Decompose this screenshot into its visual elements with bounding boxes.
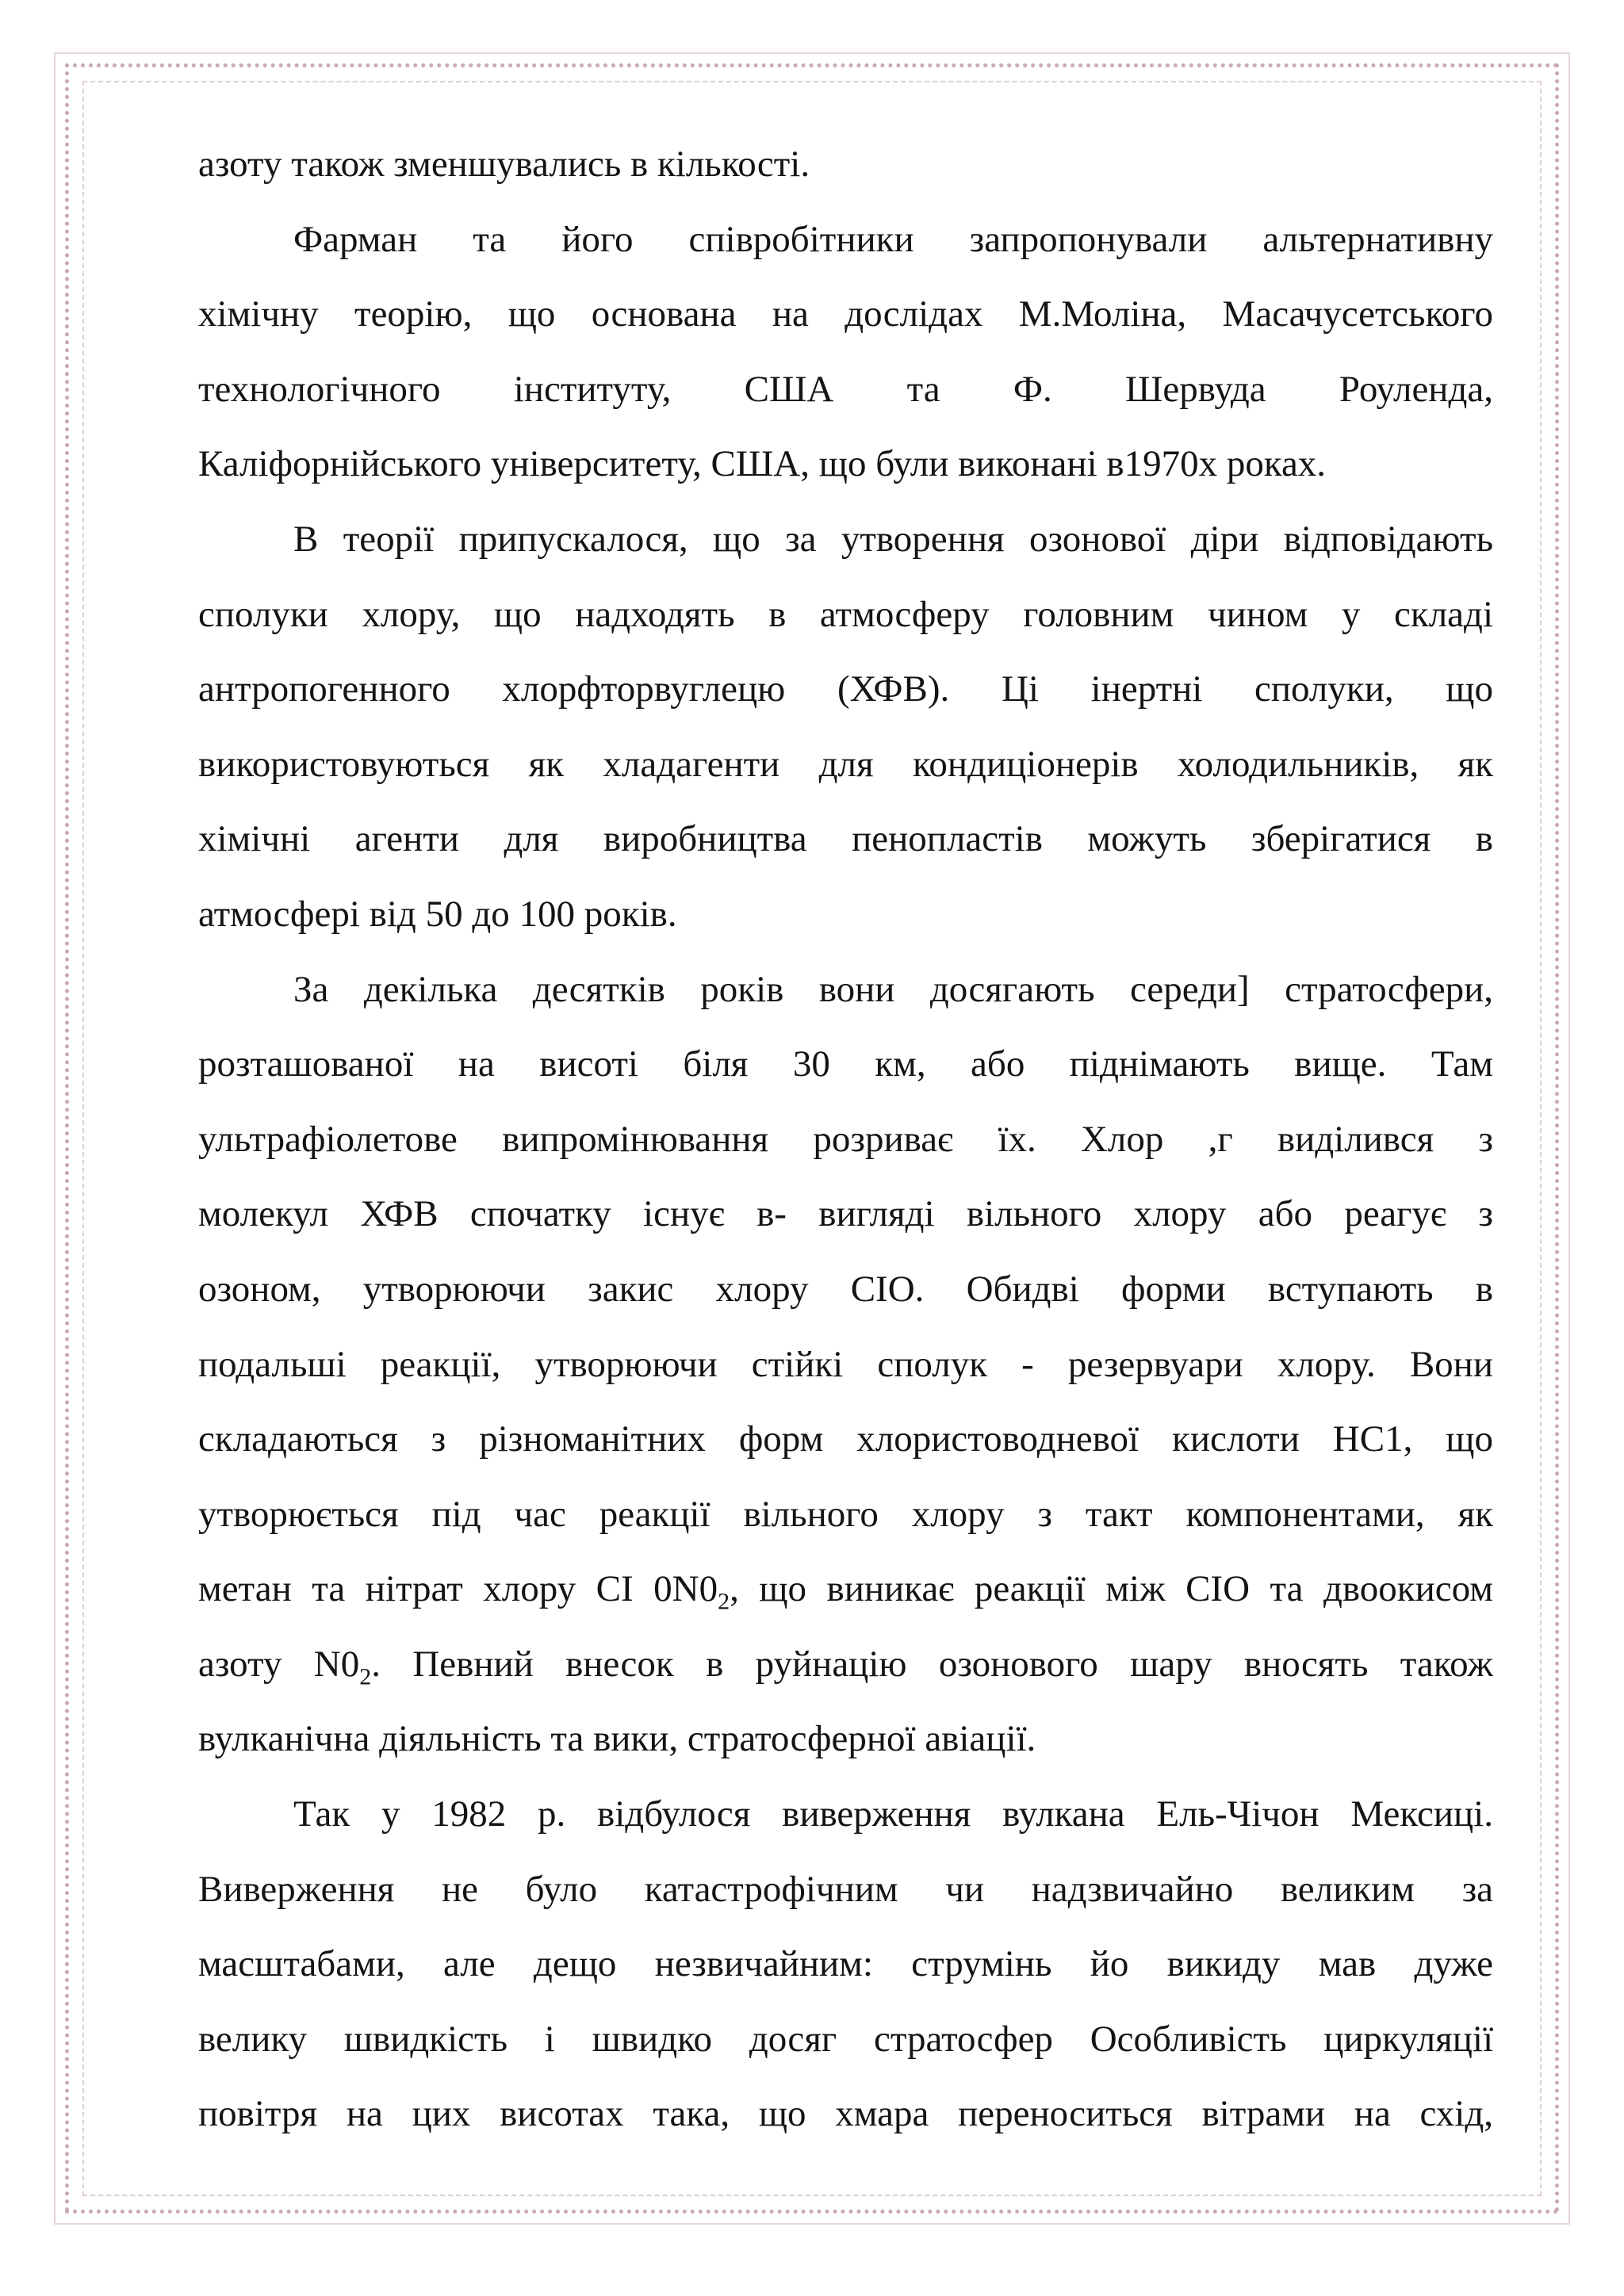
text-line: сполуки хлору, що надходять в атмосферу головним чином у складі	[198, 593, 1493, 635]
text-line	[198, 1552, 1493, 1627]
text-line: вулканічна діяльність та вики, стратосферної авіації.	[198, 1718, 1036, 1760]
document-body	[198, 127, 1493, 2152]
text-segment: метан та нітрат хлору СІ 0N0	[198, 1568, 718, 1610]
text-line: азоту також зменшувались в кількості.	[198, 144, 810, 185]
text-line: повітря на цих висотах така, що хмара переноситься вітрами на схід,	[198, 2093, 1493, 2135]
text-line: подальші реакції, утворюючи стійкі сполук - резервуари хлору. Вони	[198, 1343, 1493, 1385]
text-line: Так у 1982 р. відбулося виверження вулкана Ель-Чічон Мексиці.	[293, 1793, 1493, 1835]
text-line: розташованої на висоті біля 30 км, або піднімають вище. Там	[198, 1043, 1493, 1085]
text-line: складаються з різноманітних форм хлористоводневої кислоти НС1, що	[198, 1418, 1493, 1460]
subscript: 2	[359, 1663, 372, 1690]
text-line: Каліфорнійського університету, США, що були виконані в1970х роках.	[198, 443, 1327, 485]
text-line: озоном, утворюючи закис хлору СІО. Обидві форми вступають в	[198, 1268, 1493, 1310]
text-segment: . Певний внесок в руйнацію озонового шару вносять також	[371, 1643, 1493, 1685]
text-line: утворюється під час реакції вільного хлору з такт компонентами, як	[198, 1493, 1493, 1535]
text-line: хімічні агенти для виробництва пенопластів можуть зберігатися в	[198, 818, 1493, 860]
text-line: атмосфері від 50 до 100 років.	[198, 893, 677, 935]
text-line: За декілька десятків років вони досягають середи] стратосфери,	[293, 968, 1493, 1010]
text-segment: , що виникає реакції між СІО та двоокисом	[730, 1568, 1493, 1610]
text-line: використовуються як хладагенти для кондиціонерів холодильників, як	[198, 743, 1493, 785]
text-line: молекул ХФВ спочатку існує в- вигляді вільного хлору або реагує з	[198, 1193, 1493, 1235]
text-line: ультрафіолетове випромінювання розриває їх. Хлор ,г виділився з	[198, 1118, 1493, 1160]
text-line: велику швидкість і швидко досяг стратосфер Особливість циркуляції	[198, 2018, 1493, 2060]
text-line: технологічного інституту, США та Ф. Шервуда Роуленда,	[198, 368, 1493, 410]
text-line	[198, 1627, 1493, 1702]
subscript: 2	[718, 1588, 730, 1615]
text-segment: азоту N0	[198, 1643, 360, 1685]
text-line: Виверження не було катастрофічним чи надзвичайно великим за	[198, 1868, 1493, 1910]
text-line: антропогенного хлорфторвуглецю (ХФВ). Ці інертні сполуки, що	[198, 668, 1493, 710]
text-line: хімічну теорію, що основана на дослідах М.Моліна, Масачусетського	[198, 293, 1493, 335]
text-line: В теорії припускалося, що за утворення озонової діри відповідають	[293, 518, 1493, 560]
text-line: Фарман та його співробітники запропонували альтернативну	[293, 218, 1493, 260]
text-line: масштабами, але дещо незвичайним: струмінь йо викиду мав дуже	[198, 1943, 1493, 1985]
